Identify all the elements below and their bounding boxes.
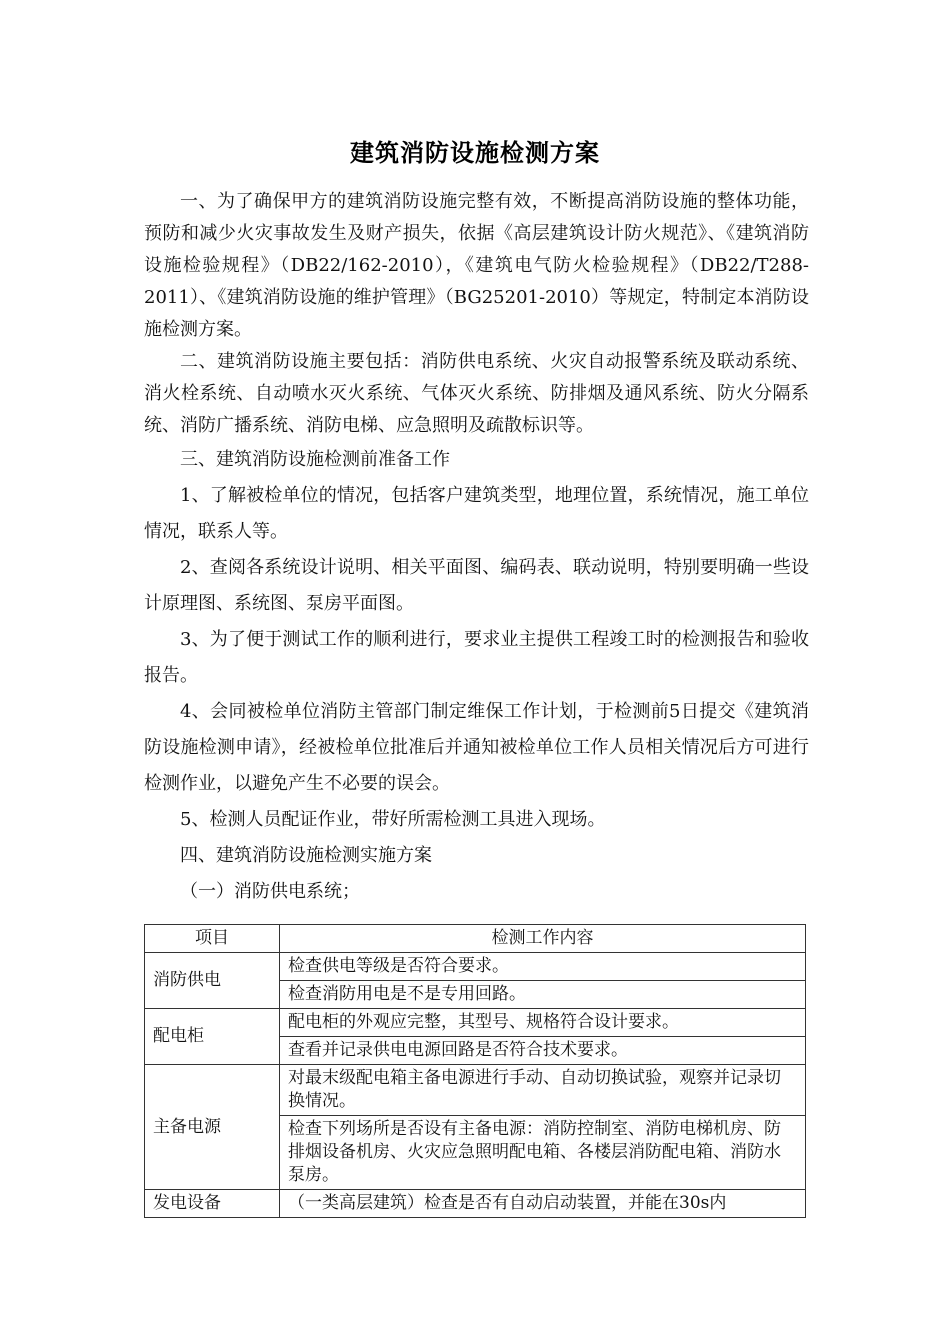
table-row <box>145 1065 806 1116</box>
table-header-row <box>145 925 806 953</box>
heading-power-supply: （一）消防供电系统； <box>180 881 360 902</box>
paragraph-prep-3: 3、为了便于测试工作的顺利进行，要求业主提供工程竣工时的检测报告和验收报告。 <box>144 629 809 686</box>
paragraph-purpose: 一、为了确保甲方的建筑消防设施完整有效，不断提高消防设施的整体功能，预防和减少火灾事故发生及财产损失，依据《高层建筑设计防火规范》、《建筑消防设施检验规程》（DB22/162-2010），《建筑电气防火检验规程》（DB22/T288-2011）、《建筑消防设施的维护管理》（BG25201-2010）等规定，特制定本消防设施检测方案。 <box>144 191 809 340</box>
content-cell: 检查下列场所是否设有主备电源：消防控制室、消防电梯机房、防排烟设备机房、火灾应急照明配电箱、各楼层消防配电箱、消防水泵房。 <box>280 1116 806 1190</box>
paragraph-prep-4: 4、会同被检单位消防主管部门制定维保工作计划，于检测前5日提交《建筑消防设施检测申请》，经被检单位批准后并通知被检单位工作人员相关情况后方可进行检测作业，以避免产生不必要的误会。 <box>144 701 809 794</box>
paragraph-prep-2: 2、查阅各系统设计说明、相关平面图、编码表、联动说明，特别要明确一些设计原理图、系统图、泵房平面图。 <box>144 557 809 614</box>
item-cell: 消防供电 <box>145 953 280 1009</box>
header-item: 项目 <box>145 925 280 953</box>
item-cell: 发电设备 <box>145 1190 280 1218</box>
content-cell: （一类高层建筑）检查是否有自动启动装置，并能在30s内 <box>280 1190 806 1218</box>
paragraph-prep-5: 5、检测人员配证作业，带好所需检测工具进入现场。 <box>180 809 606 830</box>
item-cell: 主备电源 <box>145 1065 280 1190</box>
table-row <box>145 953 806 981</box>
document-title: 建筑消防设施检测方案 <box>350 138 600 167</box>
document-body <box>144 186 809 910</box>
paragraph-prep-1: 1、了解被检单位的情况，包括客户建筑类型，地理位置，系统情况，施工单位情况，联系人等。 <box>144 485 809 542</box>
table-row <box>145 1009 806 1037</box>
paragraph-scope: 二、建筑消防设施主要包括：消防供电系统、火灾自动报警系统及联动系统、消火栓系统、自动喷水灭火系统、气体灭火系统、防排烟及通风系统、防火分隔系统、消防广播系统、消防电梯、应急照明及疏散标识等。 <box>144 351 809 436</box>
header-content: 检测工作内容 <box>280 925 806 953</box>
heading-preparation: 三、建筑消防设施检测前准备工作 <box>180 449 450 470</box>
content-cell: 配电柜的外观应完整，其型号、规格符合设计要求。 <box>280 1009 806 1037</box>
content-cell: 查看并记录供电电源回路是否符合技术要求。 <box>280 1037 806 1065</box>
content-cell: 检查消防用电是不是专用回路。 <box>280 981 806 1009</box>
table-row <box>145 1190 806 1218</box>
content-cell: 对最末级配电箱主备电源进行手动、自动切换试验，观察并记录切换情况。 <box>280 1065 806 1116</box>
item-cell: 配电柜 <box>145 1009 280 1065</box>
content-cell: 检查供电等级是否符合要求。 <box>280 953 806 981</box>
inspection-table <box>144 924 806 1218</box>
heading-implementation: 四、建筑消防设施检测实施方案 <box>180 845 432 866</box>
